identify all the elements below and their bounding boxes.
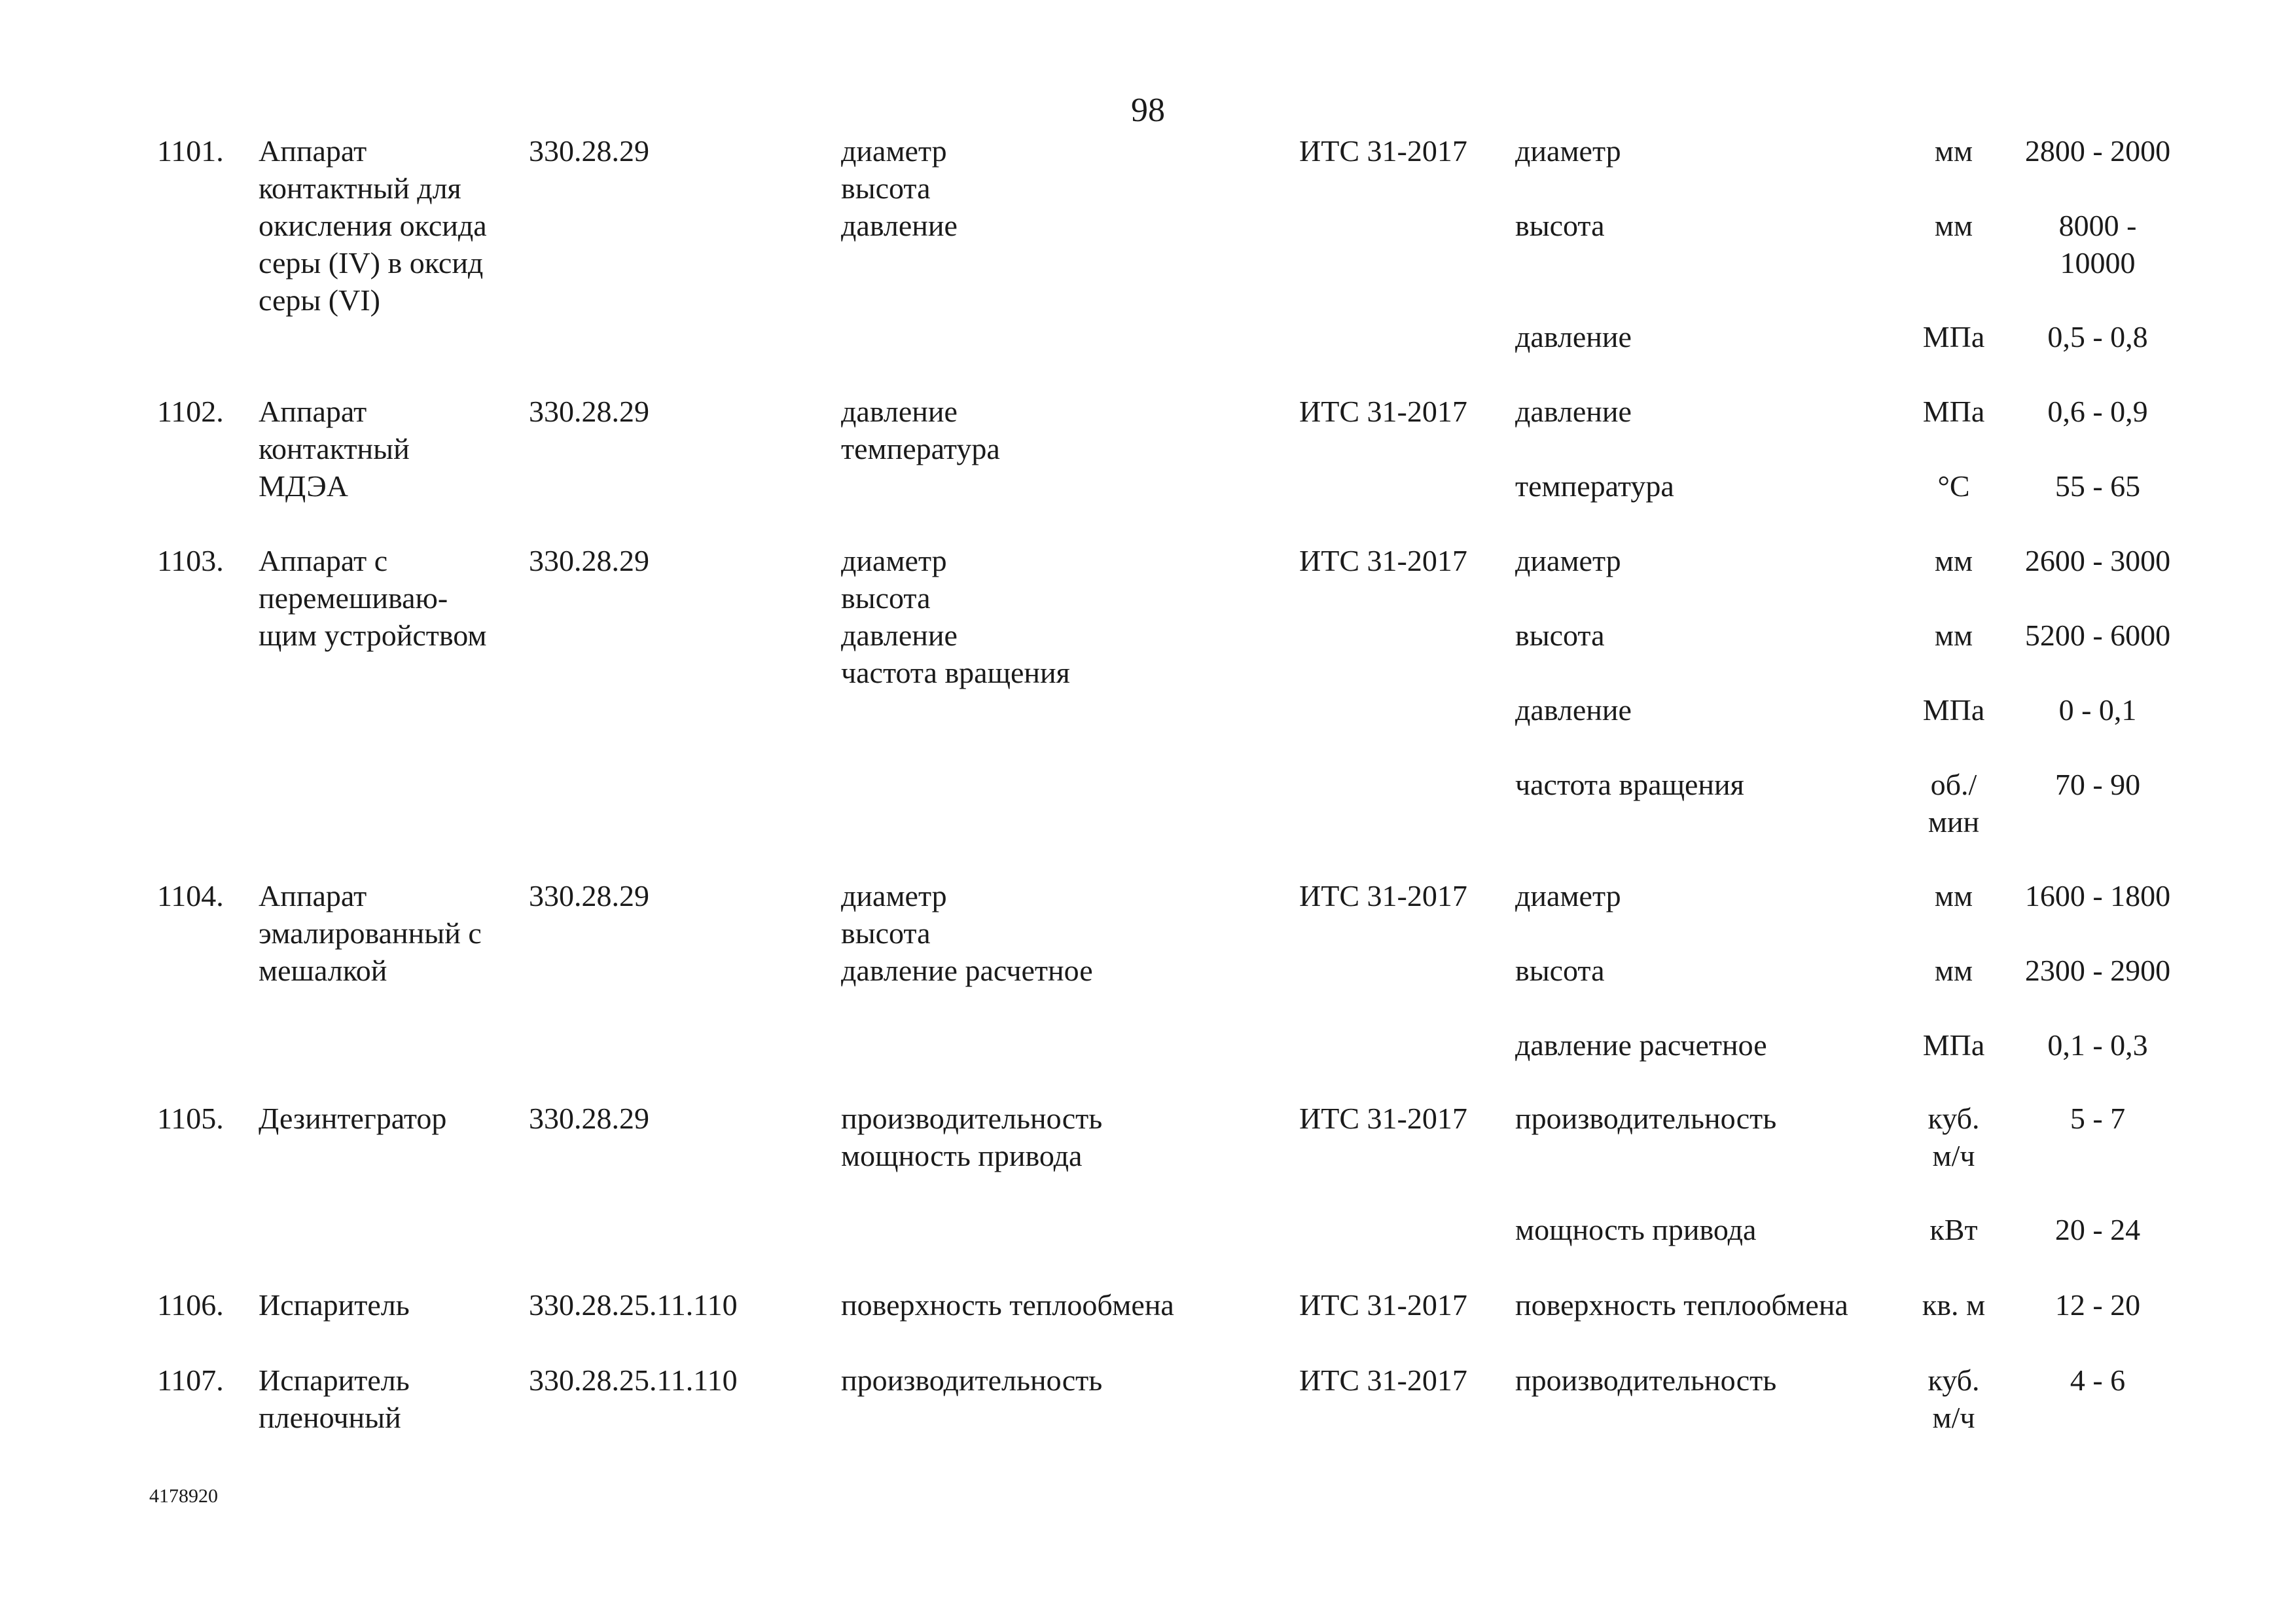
parameter-unit-line: °С: [1937, 469, 1970, 503]
parameter-value: [2000, 207, 2196, 281]
okpd-code: 330.28.25.11.110: [529, 1288, 738, 1322]
equipment-name-line: окисления оксида: [259, 209, 487, 242]
parameter-value-line: 8000 -: [2058, 209, 2137, 242]
parameter-value-line: 1600 - 1800: [2024, 879, 2171, 912]
parameter-value-line: 2600 - 3000: [2024, 544, 2171, 577]
equipment-name-line: Аппарат: [259, 879, 367, 912]
parameter-value-line: 0,5 - 0,8: [2047, 320, 2148, 353]
parameter-value-line: 2800 - 2000: [2024, 134, 2171, 168]
equipment-name-line: серы (IV) в оксид: [259, 246, 484, 280]
parameter-name: производительность: [1515, 1363, 1777, 1397]
parameter-value: [2000, 1211, 2196, 1248]
standard-reference: ИТС 31-2017: [1299, 1102, 1467, 1135]
parameter-name: диаметр: [1515, 544, 1621, 577]
item-number: 1104.: [157, 879, 224, 912]
parameter-value-line: 5200 - 6000: [2024, 619, 2171, 652]
parameter-name: высота: [1515, 209, 1605, 242]
equipment-name-line: щим устройством: [259, 619, 487, 652]
item-number: 1103.: [157, 544, 224, 577]
parameter-name: поверхность теплообмена: [1515, 1288, 1848, 1322]
parameter-value: [2000, 691, 2196, 729]
equipment-name-line: Аппарат: [259, 395, 367, 428]
parameter-value-line: 70 - 90: [2054, 768, 2141, 801]
parameter-value: [2000, 877, 2196, 914]
parameter-value: [2000, 132, 2196, 170]
parameter-value: [2000, 467, 2196, 505]
okpd-code: 330.28.25.11.110: [529, 1363, 738, 1397]
parameter-unit-line: кв. м: [1922, 1288, 1986, 1322]
characteristics-list: [841, 1286, 1286, 1324]
parameter-name: давление расчетное: [1515, 1028, 1767, 1062]
equipment-name: [259, 1362, 533, 1436]
characteristics-list-line: температура: [841, 432, 1000, 465]
item-number: 1106.: [157, 1288, 224, 1322]
parameter-unit: [1892, 1100, 2016, 1174]
parameter-unit-line: кВт: [1929, 1213, 1978, 1246]
parameter-value: [2000, 1026, 2196, 1064]
parameter-name: давление: [1515, 395, 1632, 428]
parameter-unit-line: м/ч: [1932, 1401, 1975, 1434]
parameter-name: частота вращения: [1515, 768, 1744, 801]
standard-reference: ИТС 31-2017: [1299, 544, 1467, 577]
parameter-value-line: 0,1 - 0,3: [2047, 1028, 2148, 1062]
parameter-unit-line: мм: [1934, 544, 1973, 577]
parameter-unit-line: мм: [1934, 209, 1973, 242]
equipment-name-line: Испаритель: [259, 1288, 410, 1322]
characteristics-list-line: производительность: [841, 1363, 1103, 1397]
characteristics-list-line: давление расчетное: [841, 954, 1093, 987]
parameter-value: [2000, 617, 2196, 654]
parameter-name: мощность привода: [1515, 1213, 1757, 1246]
parameter-unit: [1892, 542, 2016, 579]
parameter-unit-line: МПа: [1922, 1028, 1985, 1062]
parameter-unit: [1892, 766, 2016, 840]
parameter-value: [2000, 766, 2196, 803]
parameter-unit: [1892, 1026, 2016, 1064]
parameter-unit-line: мм: [1934, 619, 1973, 652]
characteristics-list-line: производительность: [841, 1102, 1103, 1135]
parameter-unit: [1892, 1211, 2016, 1248]
parameter-value-line: 5 - 7: [2070, 1102, 2126, 1135]
equipment-name: [259, 542, 533, 654]
characteristics-list: [841, 393, 1286, 467]
parameter-unit-line: мин: [1928, 805, 1980, 839]
parameter-name: высота: [1515, 619, 1605, 652]
parameter-name: диаметр: [1515, 879, 1621, 912]
characteristics-list: [841, 877, 1286, 989]
parameter-value: [2000, 318, 2196, 355]
standard-reference: ИТС 31-2017: [1299, 1288, 1467, 1322]
parameter-value: [2000, 1362, 2196, 1399]
parameter-unit: [1892, 318, 2016, 355]
parameter-unit-line: мм: [1934, 879, 1973, 912]
equipment-name-line: Испаритель: [259, 1363, 410, 1397]
parameter-value: [2000, 542, 2196, 579]
equipment-name-line: пленочный: [259, 1401, 401, 1434]
characteristics-list: [841, 1362, 1286, 1399]
parameter-value-line: 20 - 24: [2054, 1213, 2141, 1246]
parameter-unit: [1892, 393, 2016, 430]
parameter-unit-line: м/ч: [1932, 1139, 1975, 1172]
equipment-name: [259, 393, 533, 505]
equipment-name: [259, 877, 533, 989]
equipment-name-line: эмалированный с: [259, 916, 482, 950]
equipment-name-line: МДЭА: [259, 469, 349, 503]
standard-reference: ИТС 31-2017: [1299, 395, 1467, 428]
characteristics-list-line: поверхность теплообмена: [841, 1288, 1174, 1322]
parameter-value: [2000, 1100, 2196, 1137]
parameter-value-line: 0 - 0,1: [2058, 693, 2137, 727]
parameter-unit-line: МПа: [1922, 395, 1985, 428]
item-number: 1101.: [157, 134, 224, 168]
item-number: 1102.: [157, 395, 224, 428]
standard-reference: ИТС 31-2017: [1299, 1363, 1467, 1397]
equipment-name-line: Дезинтегратор: [259, 1102, 447, 1135]
parameter-name: производительность: [1515, 1102, 1777, 1135]
okpd-code: 330.28.29: [529, 134, 649, 168]
parameter-name: диаметр: [1515, 134, 1621, 168]
characteristics-list-line: высота: [841, 581, 931, 615]
okpd-code: 330.28.29: [529, 395, 649, 428]
equipment-name-line: контактный: [259, 432, 410, 465]
parameter-name: высота: [1515, 954, 1605, 987]
item-number: 1107.: [157, 1363, 224, 1397]
equipment-name-line: мешалкой: [259, 954, 387, 987]
parameter-unit-line: мм: [1934, 134, 1973, 168]
characteristics-list: [841, 542, 1286, 691]
parameter-value-line: 2300 - 2900: [2024, 954, 2171, 987]
characteristics-list: [841, 132, 1286, 244]
parameter-unit-line: куб.: [1928, 1102, 1980, 1135]
characteristics-list-line: диаметр: [841, 544, 947, 577]
equipment-name-line: контактный для: [259, 171, 461, 205]
parameter-value-line: 55 - 65: [2054, 469, 2141, 503]
characteristics-list-line: давление: [841, 209, 958, 242]
parameter-value-line: 0,6 - 0,9: [2047, 395, 2148, 428]
characteristics-list-line: давление: [841, 395, 958, 428]
parameter-unit: [1892, 877, 2016, 914]
parameter-unit: [1892, 617, 2016, 654]
okpd-code: 330.28.29: [529, 879, 649, 912]
equipment-name-line: Аппарат с: [259, 544, 388, 577]
parameter-unit: [1892, 1362, 2016, 1436]
parameter-unit-line: об./: [1930, 768, 1977, 801]
parameter-name: температура: [1515, 469, 1674, 503]
parameter-unit-line: МПа: [1922, 693, 1985, 727]
parameter-value: [2000, 393, 2196, 430]
document-code: 4178920: [149, 1485, 218, 1507]
parameter-unit-line: МПа: [1922, 320, 1985, 353]
characteristics-list: [841, 1100, 1286, 1174]
equipment-name: [259, 132, 533, 319]
parameter-name: давление: [1515, 320, 1632, 353]
standard-reference: ИТС 31-2017: [1299, 879, 1467, 912]
parameter-name: давление: [1515, 693, 1632, 727]
equipment-name-line: перемешиваю-: [259, 581, 448, 615]
characteristics-list-line: диаметр: [841, 879, 947, 912]
page-number: 98: [1131, 92, 1165, 129]
parameter-value-line: 4 - 6: [2070, 1363, 2126, 1397]
item-number: 1105.: [157, 1102, 224, 1135]
equipment-name: [259, 1286, 533, 1324]
parameter-unit: [1892, 467, 2016, 505]
parameter-unit-line: мм: [1934, 954, 1973, 987]
equipment-name-line: серы (VI): [259, 283, 380, 317]
okpd-code: 330.28.29: [529, 1102, 649, 1135]
characteristics-list-line: высота: [841, 171, 931, 205]
parameter-value: [2000, 1286, 2196, 1324]
parameter-unit: [1892, 952, 2016, 989]
characteristics-list-line: давление: [841, 619, 958, 652]
parameter-value: [2000, 952, 2196, 989]
parameter-unit: [1892, 691, 2016, 729]
characteristics-list-line: мощность привода: [841, 1139, 1083, 1172]
equipment-name-line: Аппарат: [259, 134, 367, 168]
okpd-code: 330.28.29: [529, 544, 649, 577]
parameter-value-line: 10000: [2060, 246, 2136, 280]
standard-reference: ИТС 31-2017: [1299, 134, 1467, 168]
characteristics-list-line: частота вращения: [841, 656, 1070, 689]
characteristics-list-line: высота: [841, 916, 931, 950]
characteristics-list-line: диаметр: [841, 134, 947, 168]
parameter-unit: [1892, 1286, 2016, 1324]
parameter-unit: [1892, 132, 2016, 170]
parameter-value-line: 12 - 20: [2054, 1288, 2141, 1322]
equipment-name: [259, 1100, 533, 1137]
parameter-unit: [1892, 207, 2016, 244]
parameter-unit-line: куб.: [1928, 1363, 1980, 1397]
